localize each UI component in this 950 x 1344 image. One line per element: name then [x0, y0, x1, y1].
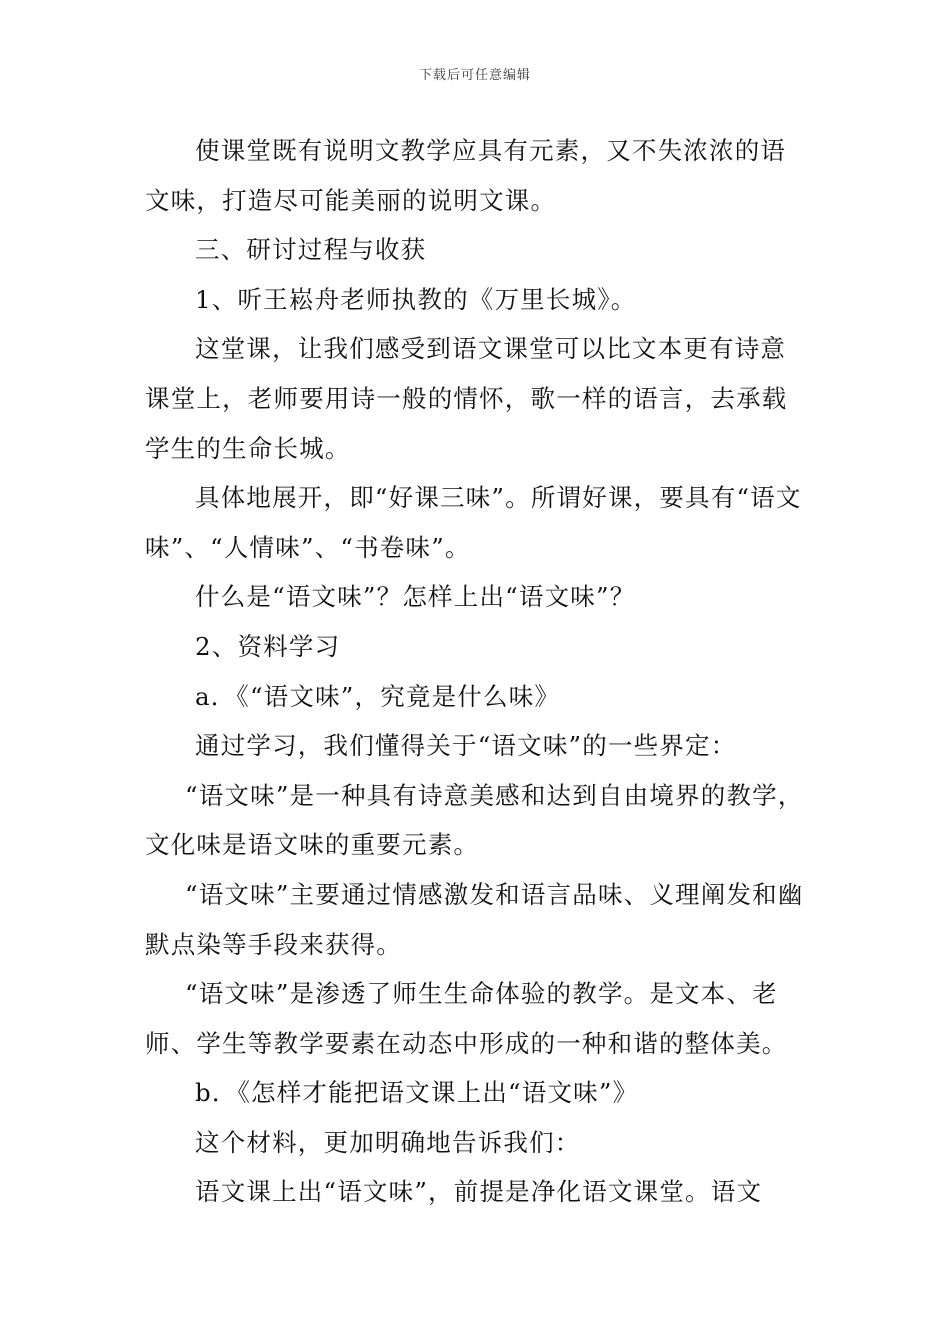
paragraph-10: “语文味”是一种具有诗意美感和达到自由境界的教学，文化味是语文味的重要元素。 [145, 780, 804, 860]
paragraph-4: 这堂课，让我们感受到语文课堂可以比文本更有诗意课堂上，老师要用诗一般的情怀，歌一样的语言，去承载学生的生命长城。 [145, 334, 788, 463]
paragraph-1: 使课堂既有说明文教学应具有元素，又不失浓浓的语文味，打造尽可能美丽的说明文课。 [145, 136, 787, 215]
document-body [145, 126, 810, 1217]
page-header: 下载后可任意编辑 [418, 68, 531, 83]
paragraph-12: “语文味”是渗透了师生生命体验的教学。是文本、老师、学生等教学要素在动态中形成的一种和谐的整体美。 [145, 979, 788, 1058]
section-heading-3: 三、研讨过程与收获 [195, 235, 427, 265]
paragraph-5: 具体地展开，即“好课三味”。所谓好课，要具有“语文味”、“人情味”、“书卷味”。 [145, 483, 802, 562]
subheading-2: 2、资料学习 [195, 631, 341, 661]
paragraph-11: “语文味”主要通过情感激发和语言品味、义理阐发和幽默点染等手段来获得。 [145, 879, 804, 959]
paragraph-6: 什么是“语文味”？怎样上出“语文味”？ [195, 582, 636, 612]
paragraph-14: 这个材料，更加明确地告诉我们： [195, 1127, 581, 1157]
paragraph-9: 通过学习，我们懂得关于“语文味”的一些界定： [195, 731, 737, 761]
material-b-title: b．《怎样才能把语文课上出“语文味”》 [195, 1078, 639, 1108]
subheading-1: 1、听王崧舟老师执教的《万里长城》。 [195, 284, 637, 314]
paragraph-15: 语文课上出“语文味”，前提是净化语文课堂。语文 [195, 1177, 763, 1207]
material-a-title: a．《“语文味”，究竟是什么味》 [195, 681, 561, 711]
